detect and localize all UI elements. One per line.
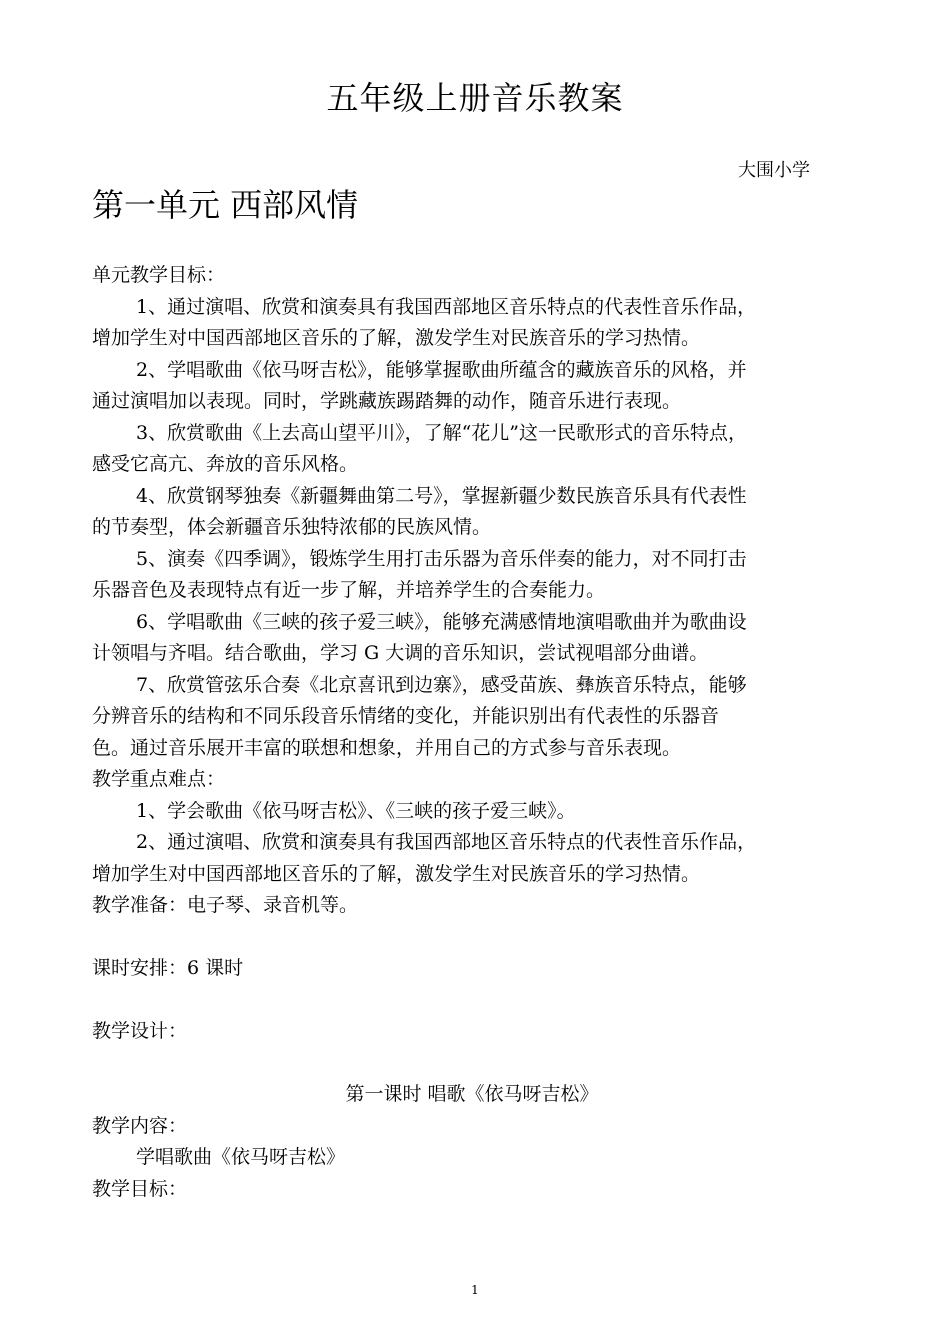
teaching-content-heading: 教学内容： — [92, 1114, 188, 1137]
goal-3-line-2: 感受它高亢、奔放的音乐风格。 — [92, 453, 359, 475]
goal-2-line-2: 通过演唱加以表现。同时，学跳藏族踢踏舞的动作，随音乐进行表现。 — [92, 390, 682, 412]
key-points-heading: 教学重点难点： — [92, 768, 226, 790]
goal-1-line-1: 1、通过演唱、欣赏和演奏具有我国西部地区音乐特点的代表性音乐作品， — [136, 295, 757, 318]
teaching-design-heading: 教学设计： — [92, 1020, 188, 1042]
goal-2-line-1: 2、学唱歌曲《依马呀吉松》，能够掌握歌曲所蕴含的藏族音乐的风格，并 — [136, 358, 747, 381]
school-name: 大围小学 — [738, 160, 810, 181]
lesson-schedule: 课时安排：6 课时 — [92, 957, 244, 979]
document-title: 五年级上册音乐教案 — [326, 79, 624, 117]
goal-3-line-1: 3、欣赏歌曲《上去高山望平川》，了解“花儿”这一民歌形式的音乐特点， — [136, 421, 748, 444]
key-point-1: 1、学会歌曲《依马呀吉松》、《三峡的孩子爱三峡》。 — [136, 799, 576, 822]
teaching-preparation: 教学准备：电子琴、录音机等。 — [92, 894, 359, 916]
goal-7-line-2: 分辨音乐的结构和不同乐段音乐情绪的变化，并能识别出有代表性的乐器音 — [92, 705, 720, 727]
unit-title: 第一单元 西部风情 — [92, 186, 359, 224]
goal-6-line-2: 计领唱与齐唱。结合歌曲，学习 G 大调的音乐知识，尝试视唱部分曲谱。 — [92, 642, 709, 664]
blank-line — [92, 985, 852, 1017]
goal-1-line-2: 增加学生对中国西部地区音乐的了解，激发学生对民族音乐的学习热情。 — [92, 327, 701, 349]
goal-7-line-1: 7、欣赏管弦乐合奏《北京喜讯到边寨》，感受苗族、彝族音乐特点，能够 — [136, 673, 747, 696]
blank-line — [92, 1048, 852, 1080]
goal-4-line-1: 4、欣赏钢琴独奏《新疆舞曲第二号》，掌握新疆少数民族音乐具有代表性 — [136, 484, 747, 507]
goal-5-line-2: 乐器音色及表现特点有近一步了解，并培养学生的合奏能力。 — [92, 579, 606, 601]
goal-6-line-1: 6、学唱歌曲《三峡的孩子爱三峡》，能够充满感情地演唱歌曲并为歌曲设 — [136, 610, 747, 633]
goal-5-line-1: 5、演奏《四季调》，锻炼学生用打击乐器为音乐伴奏的能力，对不同打击 — [136, 547, 747, 570]
lesson-title: 第一课时 唱歌《依马呀吉松》 — [345, 1083, 599, 1105]
goal-7-line-3: 色。通过音乐展开丰富的联想和想象，并用自己的方式参与音乐表现。 — [92, 736, 682, 759]
lesson-goals-heading: 教学目标： — [92, 1177, 188, 1200]
teaching-content-item: 学唱歌曲《依马呀吉松》 — [136, 1146, 346, 1168]
key-point-2-line-2: 增加学生对中国西部地区音乐的了解，激发学生对民族音乐的学习热情。 — [92, 862, 701, 885]
page-number: 1 — [471, 1283, 479, 1297]
goal-4-line-2: 的节奏型，体会新疆音乐独特浓郁的民族风情。 — [92, 516, 492, 538]
blank-line — [92, 922, 852, 954]
unit-goals-heading: 单元教学目标： — [92, 264, 226, 286]
key-point-2-line-1: 2、通过演唱、欣赏和演奏具有我国西部地区音乐特点的代表性音乐作品， — [136, 831, 757, 853]
document-body — [92, 260, 852, 1205]
